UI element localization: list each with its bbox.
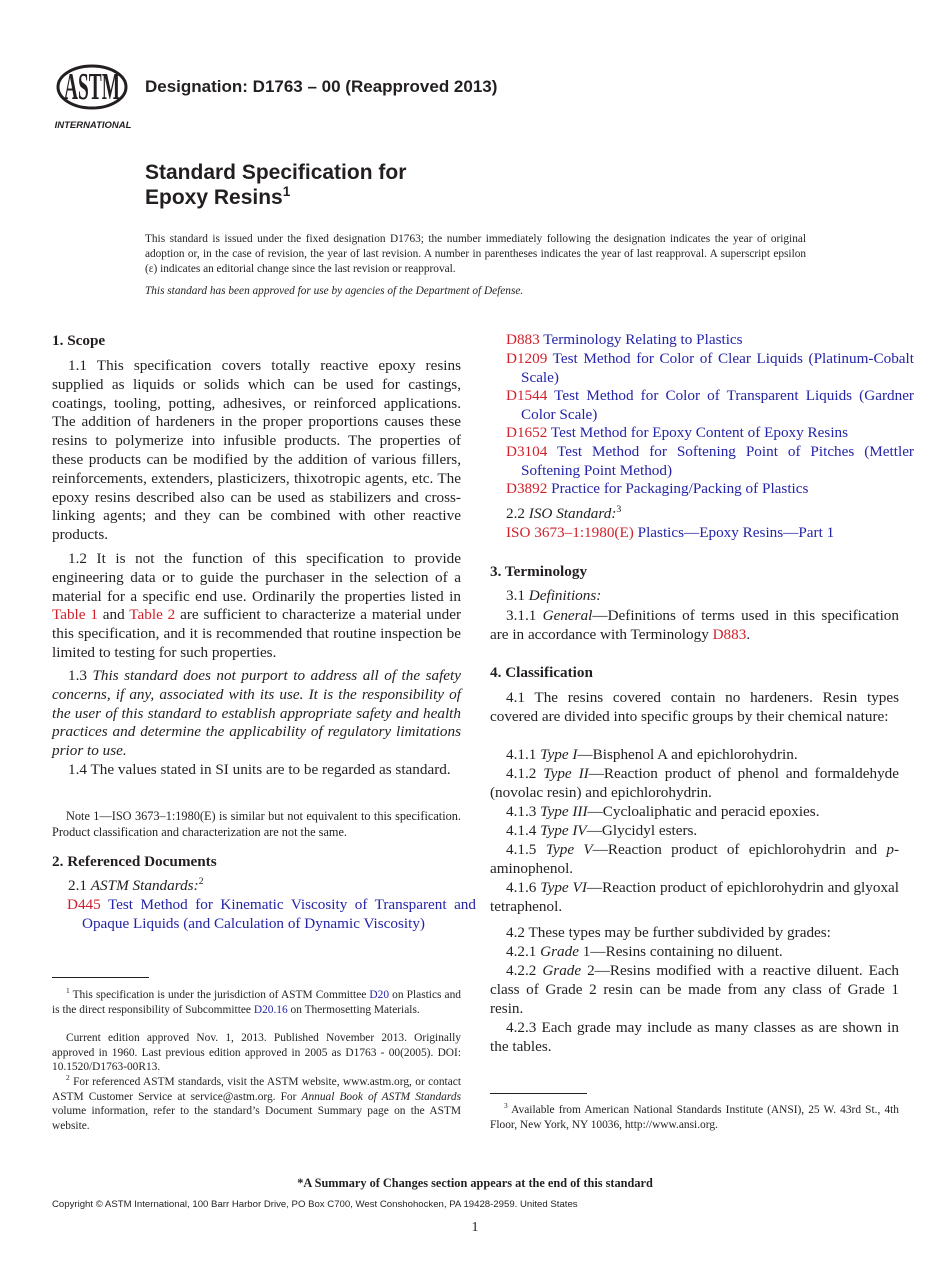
section-heading-referenced-documents: 2. Referenced Documents (52, 853, 217, 870)
reference-link[interactable]: Terminology Relating to Plastics (539, 331, 743, 348)
issuance-note: This standard is issued under the fixed designation D1763; the number immediately following the designation indicates the year of original adoption or, in the case of revision, the year of last revision. A number in parentheses indicates the year of last reapproval. A superscript epsilon (ε) indicates an editorial change since the last revision or reapproval. (145, 233, 806, 275)
footnote-1-edition (52, 1031, 461, 1075)
text-run: —Reaction product of epichlorohydrin and glyoxal tetraphenol. (490, 879, 900, 915)
reference-link[interactable]: Practice for Packaging/Packing of Plastics (547, 480, 809, 497)
svg-text:ASTM: ASTM (64, 66, 120, 108)
text-run: 1.1 This specification covers totally reactive epoxy resins supplied as liquids or solids which can be used for castings, coatings, tooling, potting, adhesives, or reinforced applications. The addition of hardeners in the proper proportions causes these resins to polymerize into infusible products. The properties of these products can be modified by the addition of various fillers, reinforcements, extenders, plasticizers, thixotropic agents, etc. The epoxy resins described also can be used as stabilizers and cross-linking agents; and they can be combined with other reactive products. (52, 357, 461, 544)
text-run: —Glycidyl esters. (586, 822, 698, 839)
text-run: Type I (540, 746, 578, 763)
text-run: Current edition approved Nov. 1, 2013. Published November 2013. Originally approved in 1960. Last previous edition approved in 2005 as D1763 - 00(2005). DOI: 10.1520/D1763-00R13. (52, 1032, 461, 1074)
note-1 (52, 809, 461, 840)
paragraph-1-1 (52, 357, 461, 545)
text-run: For referenced ASTM standards, visit the ASTM website, www.astm.org, or contact ASTM Customer Service at service@astm.org. For (52, 1076, 461, 1103)
text-run: Grade (540, 943, 579, 960)
paragraph-4-1-5 (490, 841, 899, 879)
text-run: —Definitions of terms used in this specification are in accordance with Terminology (490, 607, 899, 643)
reference-link[interactable]: D20 (369, 989, 390, 1001)
paragraph-2-2 (490, 505, 899, 524)
text-run: 4.1 The resins covered contain no hardeners. Resin types covered are divided into specific groups by their chemical nature: (490, 689, 899, 725)
paragraph-4-2 (490, 924, 899, 943)
text-run: 4.1.4 (506, 822, 541, 839)
footnote-marker: 2 (66, 1073, 70, 1083)
footnote-marker: 2 (198, 875, 204, 887)
footnote-marker: 1 (66, 986, 70, 996)
title-footnote-marker: 1 (282, 184, 291, 199)
reference-d1209 (506, 350, 914, 387)
text-run: 2.1 (68, 877, 91, 894)
page-number: 1 (471, 1220, 479, 1235)
paragraph-2-1 (52, 877, 461, 896)
text-run: —Reaction product of phenol and formaldehyde (novolac resin) and epichlorohydrin. (490, 765, 900, 801)
reference-d1652 (506, 424, 914, 443)
text-run: ASTM Standards: (90, 877, 199, 894)
text-run: on Plastics and is the direct responsibility of Subcommittee (52, 989, 461, 1016)
paragraph-4-1-2 (490, 765, 899, 803)
text-run: This standard does not purport to address all of the safety concerns, if any, associated with its use. It is the responsibility of the user of this standard to establish appropriate safety and health practices and determine the applicability of regulatory limitations prior to use. (52, 667, 462, 760)
reference-d1544 (506, 387, 914, 424)
text-run: 4.2 These types may be further subdivided by grades: (506, 924, 831, 941)
text-run: 4.1.2 (506, 765, 544, 782)
text-run: -aminophenol. (490, 841, 900, 877)
reference-link[interactable]: Test Method for Color of Transparent Liquids (Gardner Color Scale) (521, 387, 914, 423)
paragraph-3-1 (490, 587, 899, 606)
text-run: Annual Book of ASTM Standards (301, 1090, 462, 1103)
text-run: . (746, 625, 751, 643)
text-run: 3.1.1 (506, 607, 543, 624)
paragraph-4-1-1 (490, 746, 899, 765)
reference-link[interactable]: D1544 (506, 387, 548, 404)
text-run: p (886, 841, 894, 858)
text-run: 4.1.1 (506, 746, 541, 763)
text-run: 2—Resins modified with a reactive diluent. Each class of Grade 2 resin can be made from any class of Grade 1 resin. (490, 962, 900, 1017)
text-run: volume information, refer to the standard’s Document Summary page on the ASTM website. (52, 1105, 461, 1132)
reference-link[interactable]: D1209 (506, 350, 548, 367)
reference-link[interactable]: Table 1 (52, 606, 98, 624)
reference-link[interactable]: D3892 (506, 480, 548, 497)
footnote-divider-right (490, 1093, 587, 1094)
reference-link[interactable]: D883 (506, 331, 540, 348)
text-run: ISO Standard: (528, 505, 617, 522)
text-run: 1—Resins containing no diluent. (578, 943, 783, 960)
text-run: 3.1 (506, 587, 529, 604)
text-run: —Reaction product of epichlorohydrin and (592, 841, 887, 858)
paragraph-4-1-4 (490, 822, 899, 841)
reference-d3892 (506, 480, 914, 499)
astm-logo (52, 57, 134, 132)
text-run: Note 1—ISO 3673–1:1980(E) is similar but not equivalent to this specification. Product classification and characterization are not the same. (52, 809, 461, 839)
section-heading-terminology: 3. Terminology (490, 563, 588, 580)
paragraph-1-4 (52, 761, 461, 780)
title-line-2: Epoxy Resins (145, 186, 283, 209)
footnote-3 (490, 1103, 899, 1132)
paragraph-4-1-6 (490, 879, 899, 917)
reference-d3104 (506, 443, 914, 480)
dod-approval-note: This standard has been approved for use by agencies of the Department of Defense. (145, 285, 524, 297)
text-run: are sufficient to characterize a material under this specification, and it is recommended that routine inspection be limited to testing for such properties. (52, 606, 461, 661)
footnote-2 (52, 1075, 461, 1133)
text-run: General (542, 607, 593, 624)
reference-link[interactable]: D3104 (506, 443, 548, 460)
reference-link[interactable]: Plastics—Epoxy Resins—Part 1 (633, 524, 835, 541)
footnote-marker: 3 (504, 1101, 508, 1111)
text-run: Type II (543, 765, 589, 782)
text-run: Available from American National Standards Institute (ANSI), 25 W. 43rd St., 4th Floor, New York, NY 10036, http://www.ansi.org. (490, 1104, 899, 1131)
reference-link[interactable]: Test Method for Color of Clear Liquids (Platinum-Cobalt Scale) (521, 350, 914, 386)
text-run: 1.4 The values stated in SI units are to be regarded as standard. (68, 761, 451, 778)
title-line-1: Standard Specification for (145, 161, 407, 184)
text-run: 4.1.6 (506, 879, 541, 896)
text-run: —Bisphenol A and epichlorohydrin. (577, 746, 798, 763)
text-run: and (97, 606, 130, 624)
svg-text:INTERNATIONAL: INTERNATIONAL (54, 120, 132, 131)
section-heading-classification: 4. Classification (490, 664, 593, 681)
reference-link[interactable]: Test Method for Kinematic Viscosity of Transparent and Opaque Liquids (and Calculation of Dynamic Viscosity) (82, 896, 476, 932)
paragraph-4-2-2 (490, 962, 899, 1018)
designation: Designation: D1763 – 00 (Reapproved 2013) (145, 77, 498, 96)
section-heading-scope: 1. Scope (52, 332, 106, 349)
reference-link[interactable]: D445 (67, 896, 101, 913)
footnote-divider (52, 977, 149, 978)
reference-link[interactable]: Table 2 (129, 606, 176, 624)
text-run: 4.2.1 (506, 943, 541, 960)
reference-link[interactable]: Test Method for Softening Point of Pitches (Mettler Softening Point Method) (521, 443, 914, 479)
reference-iso-3673 (506, 524, 914, 543)
reference-link[interactable]: Test Method for Epoxy Content of Epoxy Resins (547, 424, 849, 441)
text-run: 1.3 (68, 667, 93, 684)
paragraph-3-1-1 (490, 607, 899, 645)
copyright: Copyright © ASTM International, 100 Barr Harbor Drive, PO Box C700, West Conshohocken, PA 19428-2959. United States (52, 1199, 578, 1210)
footnote-1 (52, 988, 461, 1017)
text-run: —Cycloaliphatic and peracid epoxies. (587, 803, 820, 820)
paragraph-4-1-3 (490, 803, 899, 822)
text-run: Type IV (540, 822, 587, 839)
text-run: 4.2.3 Each grade may include as many classes as are shown in the tables. (490, 1019, 899, 1055)
reference-d883 (506, 331, 914, 350)
paragraph-4-2-1 (490, 943, 899, 962)
reference-link[interactable]: ISO 3673–1:1980(E) (506, 524, 634, 541)
summary-of-changes-note: *A Summary of Changes section appears at the end of this standard (297, 1176, 653, 1190)
text-run: 1.2 It is not the function of this specification to provide engineering data or to guide the purchaser in the selection of a material for a specific end use. Ordinarily the properties listed in (52, 550, 461, 605)
text-run: Type III (540, 803, 588, 820)
reference-d445 (67, 896, 476, 933)
paragraph-1-2 (52, 550, 461, 663)
text-run: 4.1.3 (506, 803, 541, 820)
page-title (145, 160, 406, 210)
paragraph-1-3 (52, 667, 461, 761)
reference-link[interactable]: D20.16 (253, 1003, 288, 1016)
text-run: This specification is under the jurisdiction of ASTM Committee (69, 989, 370, 1001)
text-run: 4.2.2 (506, 962, 543, 979)
text-run: Type VI (540, 879, 587, 896)
text-run: 2.2 (506, 505, 529, 522)
text-run: Grade (542, 962, 582, 979)
text-run: on Thermosetting Materials. (287, 1003, 420, 1016)
text-run: Definitions: (528, 587, 602, 604)
footnote-marker: 3 (616, 503, 622, 515)
paragraph-4-1 (490, 689, 899, 727)
reference-link[interactable]: D883 (712, 625, 747, 643)
paragraph-4-2-3 (490, 1019, 899, 1057)
reference-link[interactable]: D1652 (506, 424, 548, 441)
text-run: Type V (545, 841, 593, 858)
text-run: 4.1.5 (506, 841, 546, 858)
